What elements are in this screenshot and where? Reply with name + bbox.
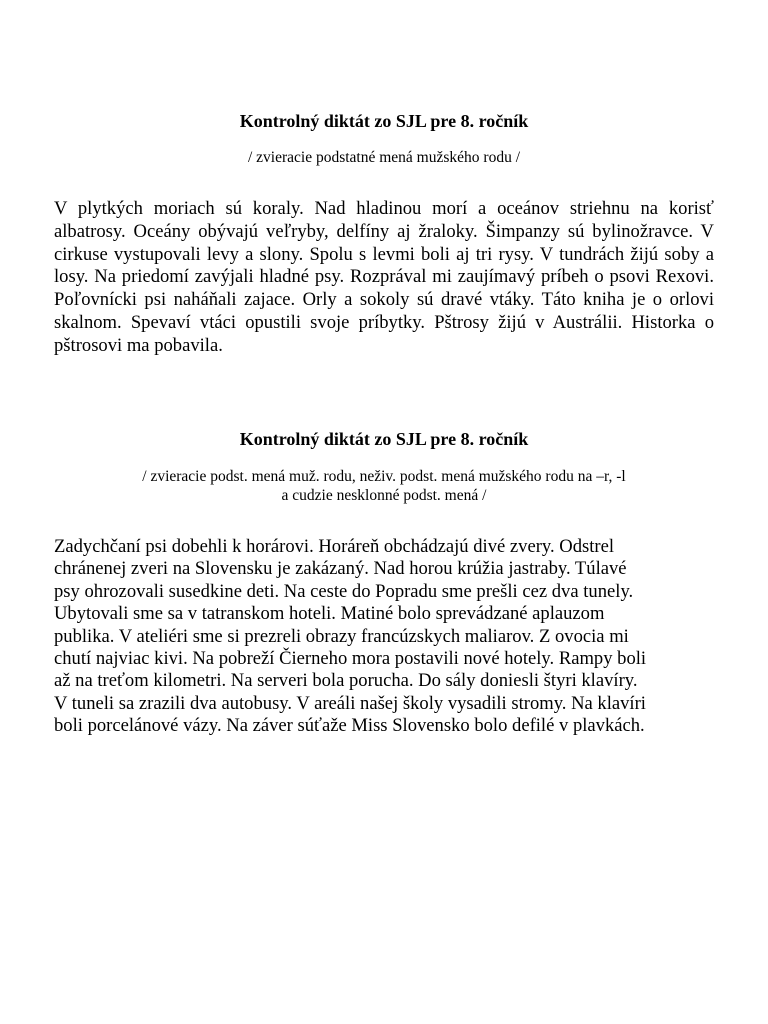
dictation-section-2 (54, 428, 714, 738)
section-2-subtitle-line-2: a cudzie nesklonné podst. mená / (281, 487, 487, 504)
section-2-subtitle-line-1: / zvieracie podst. mená muž. rodu, neživ. podst. mená mužského rodu na –r, -l (142, 468, 626, 485)
section-1-subtitle: / zvieracie podstatné mená mužského rodu / (247, 149, 520, 166)
section-2-dictation-text: Zadychčaní psi dobehli k horárovi. Horáreň obchádzajú divé zvery. Odstrel chránenej zveri na Slovensku je zakázaný. Nad horou krúžia jastraby. Túlavé psy ohrozovali susedkine deti. Na ceste do Popradu sme prešli cez dva tunely. Ubytovali sme sa v tatranskom hoteli. Matiné bolo sprevádzané aplauzom publika. V ateliéri sme si prezreli obrazy francúzskych maliarov. Z ovocia mi chutí najviac kivi. Na pobreží Čierneho mora postavili nové hotely. Rampy boli až na treťom kilometri. Na serveri bola porucha. Do sály doniesli štyri klavíry. V tuneli sa zrazili dva autobusy. V areáli našej školy vysadili stromy. Na klavíri boli porcelánové vázy. Na záver súťaže Miss Slovensko bolo defilé v plavkách. (54, 536, 647, 737)
section-2-title: Kontrolný diktát zo SJL pre 8. ročník (239, 429, 529, 449)
section-1-title: Kontrolný diktát zo SJL pre 8. ročník (239, 111, 529, 131)
section-1-dictation-text: V plytkých moriach sú koraly. Nad hladinou morí a oceánov striehnu na korisť albatrosy. Oceány obývajú veľryby, delfíny aj žraloky. Šimpanzy sú bylinožravce. V cirkuse vystupovali levy a slony. Spolu s levmi boli aj tri rysy. V tundrách žijú soby a losy. Na priedomí zavýjali hladné psy. Rozprával mi zaujímavý príbeh o psovi Rexovi. Poľovnícki psi naháňali zajace. Orly a sokoly sú dravé vtáky. Táto kniha je o orlovi skalnom. Spevaví vtáci opustili svoje príbytky. Pštrosy žijú v Austrálii. Historka o pštrosovi ma pobavila. (54, 198, 714, 356)
dictation-section-1 (54, 110, 714, 358)
